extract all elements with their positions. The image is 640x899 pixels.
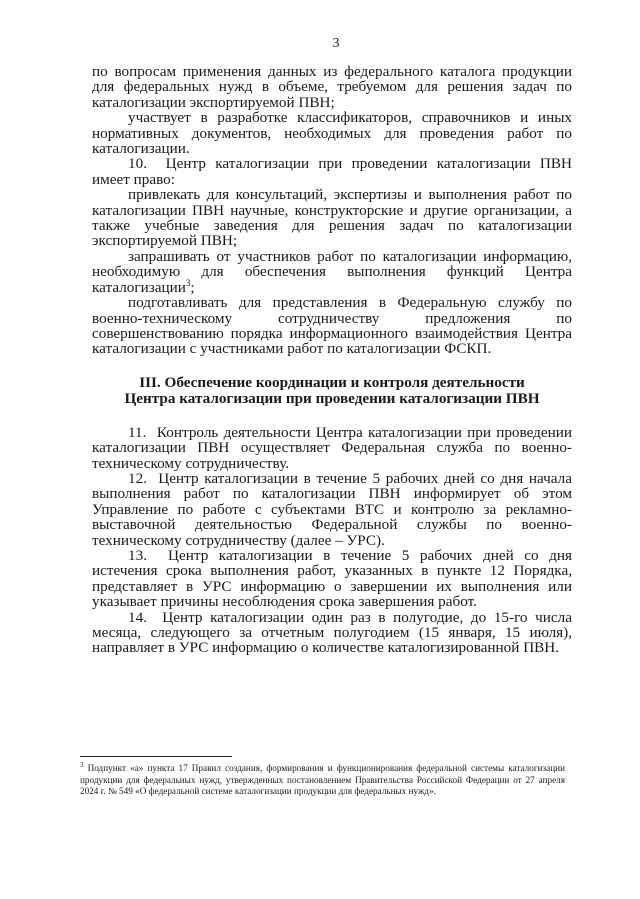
section-heading-line-1: III. Обеспечение координации и контроля деятельности (139, 373, 525, 391)
paragraph-continuation: по вопросам применения данных из федерального каталога продукции для федеральных нужд в объеме, требуемом для решения задач по каталогизации экспортируемой ПВН; (92, 63, 572, 111)
section-heading-line-2: Центра каталогизации при проведении каталогизации ПВН (124, 389, 540, 407)
section-heading (92, 375, 572, 407)
footnote (80, 760, 565, 798)
paragraph-consultations: привлекать для консультаций, экспертизы и выполнения работ по каталогизации ПВН научные, конструкторские и другие организации, а также учебные заведения для решения задач по каталогизации экспортируемой ПВН; (92, 186, 572, 250)
paragraph-classifiers: участвует в разработке классификаторов, справочников и иных нормативных документов, необходимых для проведения работ по каталогизации. (92, 109, 572, 158)
paragraph-proposals: подготавливать для представления в Федеральную службу по военно-техническому сотрудничеству предложения по совершенствованию порядка информационного взаимодействия Центра каталогизации с участниками работ по каталогизации ФСКП. (92, 294, 572, 358)
paragraph-item-12: 12. Центр каталогизации в течение 5 рабочих дней со дня начала выполнения работ по каталогизации ПВН информирует об этом Управление по работе с субъектами ВТС и контролю за рекламно-выставочной деятельностью Федеральной службы по военно-техническому сотрудничеству (далее – УРС). (92, 469, 572, 549)
paragraph-request-info-end: ; (190, 278, 195, 296)
paragraph-request-info-text: запрашивать от участников работ по каталогизации информацию, необходимую для обеспечения выполнения функций Центра каталогизации (92, 247, 572, 296)
paragraph-item-11: 11. Контроль деятельности Центра каталогизации при проведении каталогизации ПВН осуществляет Федеральная служба по военно-техническому сотрудничеству. (92, 423, 572, 472)
footnote-text: Подпункт «а» пункта 17 Правил создания, формирования и функционирования федеральной системы каталогизации продукции для федеральных нужд, утвержденных постановлением Правительства Российской Федерации от 27 апреля 2024 г. № 549 «О федеральной системе каталогизации продукции для федеральных нужд». (80, 763, 565, 796)
paragraph-request-info (92, 249, 572, 295)
paragraph-item-13: 13. Центр каталогизации в течение 5 рабочих дней со дня истечения срока выполнения работ, указанных в пункте 12 Порядка, представляет в УРС информацию о завершении их выполнения или указывает причины несоблюдения срока завершения работ. (92, 546, 572, 611)
footnote-mark: 3 (80, 760, 84, 769)
page-number: 3 (332, 36, 340, 51)
footnote-divider (80, 756, 232, 757)
paragraph-item-14: 14. Центр каталогизации один раз в полугодие, до 15-го числа месяца, следующего за отчетным полугодием (15 января, 15 июля), направляет в УРС информацию о количестве каталогизированной ПВН. (92, 608, 572, 657)
paragraph-item-10: 10. Центр каталогизации при проведении каталогизации ПВН имеет право: (92, 155, 572, 188)
footnote-reference: 3 (185, 277, 191, 288)
